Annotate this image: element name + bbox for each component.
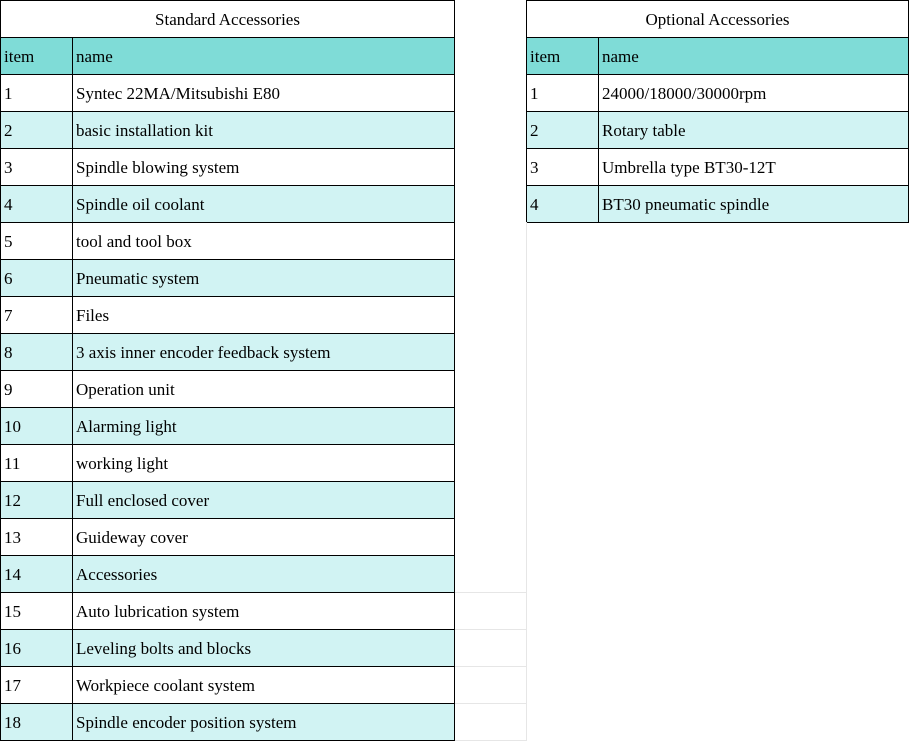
- standard-row-name: Operation unit: [72, 370, 455, 408]
- standard-row-name: working light: [72, 444, 455, 482]
- optional-header-name: name: [598, 37, 909, 75]
- standard-row-name: Syntec 22MA/Mitsubishi E80: [72, 74, 455, 112]
- standard-row-name: Pneumatic system: [72, 259, 455, 297]
- standard-row-name: basic installation kit: [72, 111, 455, 149]
- standard-row-item: 12: [0, 481, 73, 519]
- optional-accessories-title: Optional Accessories: [526, 0, 909, 38]
- sheet-gridline: [455, 703, 526, 704]
- standard-row-item: 7: [0, 296, 73, 334]
- sheet-gridline: [455, 592, 526, 593]
- standard-row-item: 15: [0, 592, 73, 630]
- standard-row-item: 3: [0, 148, 73, 186]
- standard-header-item: item: [0, 37, 73, 75]
- standard-row-item: 14: [0, 555, 73, 593]
- standard-row-item: 5: [0, 222, 73, 260]
- standard-row-item: 2: [0, 111, 73, 149]
- standard-row-item: 10: [0, 407, 73, 445]
- sheet-gridline: [455, 629, 526, 630]
- standard-row-item: 18: [0, 703, 73, 741]
- standard-row-name: Spindle oil coolant: [72, 185, 455, 223]
- optional-row-name: BT30 pneumatic spindle: [598, 185, 909, 223]
- optional-row-item: 2: [526, 111, 599, 149]
- optional-row-item: 1: [526, 74, 599, 112]
- standard-row-name: Workpiece coolant system: [72, 666, 455, 704]
- standard-row-item: 8: [0, 333, 73, 371]
- standard-row-name: 3 axis inner encoder feedback system: [72, 333, 455, 371]
- optional-row-name: Umbrella type BT30-12T: [598, 148, 909, 186]
- standard-row-name: Guideway cover: [72, 518, 455, 556]
- standard-accessories-title: Standard Accessories: [0, 0, 455, 38]
- standard-row-item: 4: [0, 185, 73, 223]
- standard-row-item: 6: [0, 259, 73, 297]
- standard-row-name: Full enclosed cover: [72, 481, 455, 519]
- standard-row-name: Files: [72, 296, 455, 334]
- optional-row-name: Rotary table: [598, 111, 909, 149]
- standard-row-name: tool and tool box: [72, 222, 455, 260]
- standard-row-name: Leveling bolts and blocks: [72, 629, 455, 667]
- sheet-gridline: [455, 666, 526, 667]
- standard-row-item: 11: [0, 444, 73, 482]
- optional-header-item: item: [526, 37, 599, 75]
- standard-row-name: Spindle encoder position system: [72, 703, 455, 741]
- standard-row-item: 1: [0, 74, 73, 112]
- standard-row-name: Auto lubrication system: [72, 592, 455, 630]
- standard-row-item: 16: [0, 629, 73, 667]
- standard-header-name: name: [72, 37, 455, 75]
- optional-row-item: 3: [526, 148, 599, 186]
- standard-row-name: Accessories: [72, 555, 455, 593]
- standard-row-item: 13: [0, 518, 73, 556]
- optional-row-item: 4: [526, 185, 599, 223]
- standard-row-item: 17: [0, 666, 73, 704]
- standard-row-name: Alarming light: [72, 407, 455, 445]
- sheet-gridline: [526, 222, 527, 741]
- standard-row-name: Spindle blowing system: [72, 148, 455, 186]
- optional-row-name: 24000/18000/30000rpm: [598, 74, 909, 112]
- standard-row-item: 9: [0, 370, 73, 408]
